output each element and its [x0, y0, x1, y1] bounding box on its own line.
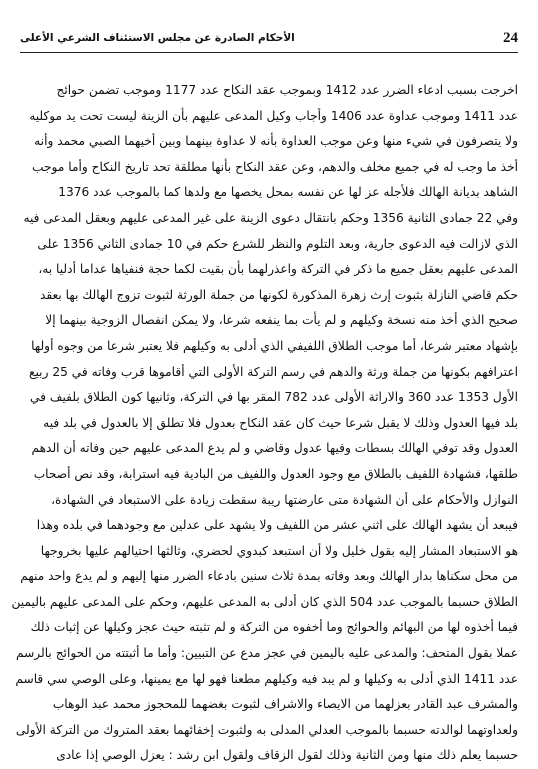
text-line: صحيح الذي أخذ منه نسخة وكيلهم و لم يأت بما ينفعه شرعا، ولا يمكن انفصال الزوجية بينهما إلا: [45, 313, 518, 328]
text-line: اخرجت بسبب ادعاء الضرر عدد 1412 وبموجب عقد النكاح عدد 1177 وموجب تضمن حوائج: [56, 83, 518, 97]
text-line: ولا يتصرفون في شيء منها وعن موجب العداوة بأنه لا عداوة بينهما وبين أخيهما الصبي محمد وأنه: [34, 134, 518, 149]
text-line: وفي 22 جمادى الثانية 1356 وحكم بانتقال دعوى الزينة على غير المدعى عليهم وبعقل المدعى فيه: [23, 210, 518, 225]
text-line: هو الاستبعاد المشار إليه بقول خليل ولا أن استبعد كبدوي لحضري، وثالثها احتيالهم عليها بخروجها: [40, 543, 518, 558]
text-line: الذي لازالت فيه الدعوى جارية، وبعد التلوم والنظر للشرع حكم في 10 جمادى الثاني 1356 على: [37, 236, 518, 251]
text-line: بلد فيها العدول وذلك لا يقبل شرعا حيث كان عقد النكاح بعدول فلا تطلق إلا بالعدول في بلد فيه: [43, 415, 518, 430]
text-line: فيما أخذوه لها من البهائم والحوائج وما أخفوه من التركة و لم تثبته حيث عجز وكيلها عن إثبات ذلك: [30, 620, 518, 635]
text-line: حكم قاضي النازلة بثبوت إرث زهرة المذكورة لكونها من جملة الورثة لثبوت تزوج الهالك بها بعقد: [39, 287, 518, 302]
page-header: [20, 30, 518, 53]
text-line: عدد 1411 وموجب عداوة عدد 1406 وأجاب وكيل المدعى عليهم بأن الزينة ليست تحت يد موكليه: [29, 108, 518, 123]
text-line: طلقها، فشهادة اللفيف بالطلاق مع وجود العدول واللفيف من البادية فيه استرابة، وقد نص أصحاب: [33, 466, 518, 481]
text-line: الأول 1353 عدد 360 والاراثة الأولى عدد 782 المقر بها في التركة، وثانيها كون الطلاق بلفيف في: [30, 390, 518, 405]
text-line: العدول وقد توفي الهالك بسطات وفيها عدول وقاضي و لم يدع المدعى عليهم حين وفاته أن الدهم: [31, 441, 518, 456]
text-line: المدعى عليهم بعقل جميع ما ذكر في التركة واعذرلهما بأن بقيت لكما حجة فنفياها عداما أدليا به،: [38, 262, 518, 277]
running-title: الأحكام الصادرة عن مجلس الاستئناف الشرعي الأعلى: [20, 32, 295, 44]
text-line: النوازل والأحكام على أن الشهادة متى عارضتها ريبة سقطت زيادة على الاستبعاد في الشهادة،: [51, 492, 518, 507]
text-line: الشاهد بديانة الهالك فلأجله عز لها عن نفسه بمحل يخصها مع ولدها كما بالموجب عدد 1376: [58, 185, 518, 200]
text-line: والمشرف عبد القادر بعزلهما من الايصاء والاشراف لثبوت بغضهما للمحجوز محمد عبد الوهاب: [52, 697, 518, 712]
text-line: حسبما يعلم ذلك منها ومن الثانية وذلك لقول الزقاف ولقول ابن رشد : يعزل الوصي إذا عادى: [56, 748, 518, 763]
page-number: 24: [503, 30, 518, 46]
text-line: بإشهاد معتبر شرعا، أما موجب الطلاق اللفيفي الذي أدلى به وكيلهم فلا يعتبر شرعا من وجوه أولها: [31, 338, 518, 353]
text-line: ولعداوتهما لوالدته حسبما بالموجب العدلي المدلى به ولثبوت إخفائهما بعقد المتروك من التركة الأولى: [15, 722, 518, 737]
text-line: عملا بقول المتحف: والمدعى عليه باليمين في عجز مدع عن التبيين: وأما ما أثبتته من الحوائج بالرسم: [15, 646, 518, 661]
text-line: أخذ ما وجب له في جميع مخلف والدهم، وعن عقد النكاح بأنها مطلقة تحد تاريخ النكاح وأما موجب: [32, 159, 518, 174]
text-line: من محل سكناها بدار الهالك وبعد وفاته بمدة ثلاث سنين بادعاء الضرر منها إليهم و لم يدع واحد منهم: [20, 569, 518, 584]
text-line: فيبعد أن يشهد الهالك على اثني عشر من اللفيف ولا يشهد على عدلين مع وجودهما في بلده وهذا: [36, 518, 518, 533]
text-line: اعترافهم بكونها من جملة ورثة والدهم في رسم التركة الأولى التي أقاموها قرب وفاته في 25 ربيع: [29, 364, 518, 379]
body-text: [11, 78, 518, 763]
text-line: عدد 1411 الذي أدلى به وكيلها و لم يبد فيه وكيلهم مطعنا فهو لها مع يمينها، وعلى الوصي سي قاسم: [15, 671, 518, 686]
text-line: الطلاق حسبما بالموجب عدد 504 الذي كان أدلى به المدعى عليهم، وحكم على المدعى عليهم باليمين: [11, 594, 518, 609]
